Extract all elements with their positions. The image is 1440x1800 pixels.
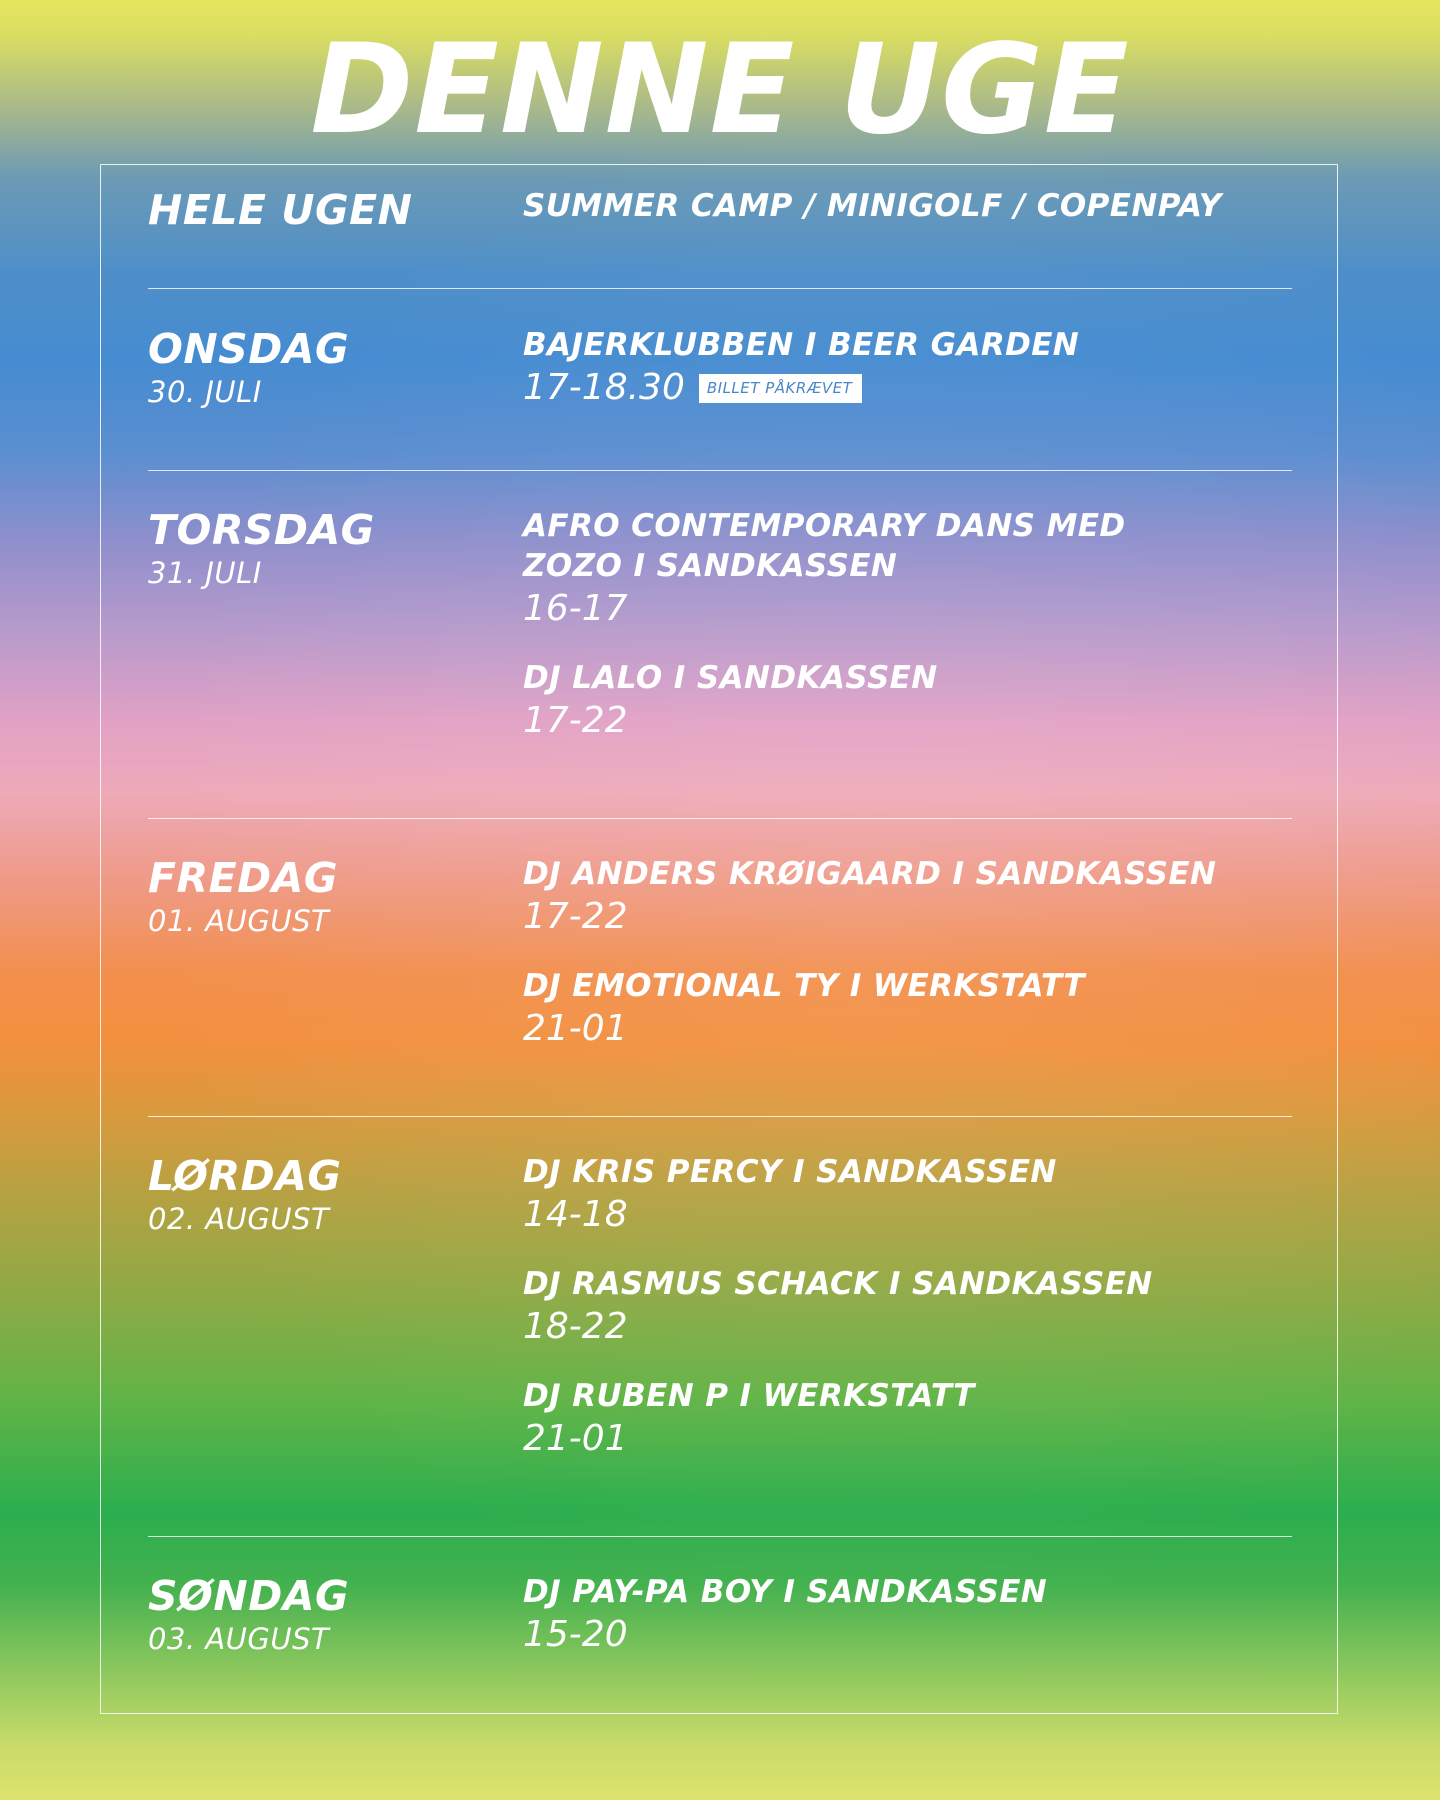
event-item xyxy=(523,325,1303,411)
event-name: DJ KRIS PERCY I SANDKASSEN xyxy=(523,1154,1057,1190)
event-item xyxy=(523,854,1303,940)
section-divider xyxy=(148,1536,1292,1537)
events-column xyxy=(523,506,1303,770)
day-column xyxy=(148,854,488,940)
day-column xyxy=(148,325,488,411)
section-divider xyxy=(148,1116,1292,1117)
day-name: SØNDAG xyxy=(148,1572,350,1620)
event-item xyxy=(523,658,1303,744)
event-time: 18-22 xyxy=(523,1306,628,1347)
ticket-required-badge: BILLET PÅKRÆVET xyxy=(699,374,862,403)
day-name: HELE UGEN xyxy=(148,186,413,234)
event-time: 17-22 xyxy=(523,896,628,937)
day-name: ONSDAG xyxy=(148,325,350,373)
event-item xyxy=(523,1264,1303,1350)
day-column xyxy=(148,1152,488,1238)
event-item xyxy=(523,1376,1303,1462)
event-name: DJ RASMUS SCHACK I SANDKASSEN xyxy=(523,1266,1153,1302)
event-time: 17-18.30 xyxy=(523,367,685,408)
event-name: DJ PAY-PA BOY I SANDKASSEN xyxy=(523,1574,1048,1610)
event-time: 14-18 xyxy=(523,1194,628,1235)
event-time: 17-22 xyxy=(523,700,628,741)
events-column xyxy=(523,1572,1303,1684)
day-name: LØRDAG xyxy=(148,1152,342,1200)
section-divider xyxy=(148,288,1292,289)
day-name: FREDAG xyxy=(148,854,339,902)
event-name: DJ RUBEN P I WERKSTATT xyxy=(523,1378,975,1414)
event-time: 16-17 xyxy=(523,588,628,629)
day-column xyxy=(148,506,488,592)
events-column xyxy=(523,1152,1303,1488)
event-name: DJ LALO I SANDKASSEN xyxy=(523,660,938,696)
events-column xyxy=(523,854,1303,1078)
section-divider xyxy=(148,470,1292,471)
day-date: 01. AUGUST xyxy=(148,904,330,938)
day-name: TORSDAG xyxy=(148,506,375,554)
event-name: DJ EMOTIONAL TY I WERKSTATT xyxy=(523,968,1085,1004)
day-date: 02. AUGUST xyxy=(148,1202,330,1236)
event-item xyxy=(523,1572,1303,1658)
event-time-row xyxy=(523,365,1303,411)
events-column xyxy=(523,186,1303,252)
events-column xyxy=(523,325,1303,437)
day-date: 30. JULI xyxy=(148,375,262,409)
event-name: AFRO CONTEMPORARY DANS MED ZOZO I SANDKASSEN xyxy=(523,508,1126,584)
day-date: 31. JULI xyxy=(148,556,262,590)
event-time: 21-01 xyxy=(523,1418,628,1459)
day-column xyxy=(148,1572,488,1658)
event-item xyxy=(523,966,1303,1052)
section-divider xyxy=(148,818,1292,819)
event-name: DJ ANDERS KRØIGAARD I SANDKASSEN xyxy=(523,856,1217,892)
event-name: SUMMER CAMP / MINIGOLF / COPENPAY xyxy=(523,188,1222,224)
event-name: BAJERKLUBBEN I BEER GARDEN xyxy=(523,327,1080,363)
event-item xyxy=(523,506,1303,632)
day-column xyxy=(148,186,488,234)
day-date: 03. AUGUST xyxy=(148,1622,330,1656)
event-item xyxy=(523,186,1303,226)
event-time: 15-20 xyxy=(523,1614,628,1655)
page-title: DENNE UGE xyxy=(310,18,1130,162)
event-time: 21-01 xyxy=(523,1008,628,1049)
event-item xyxy=(523,1152,1303,1238)
